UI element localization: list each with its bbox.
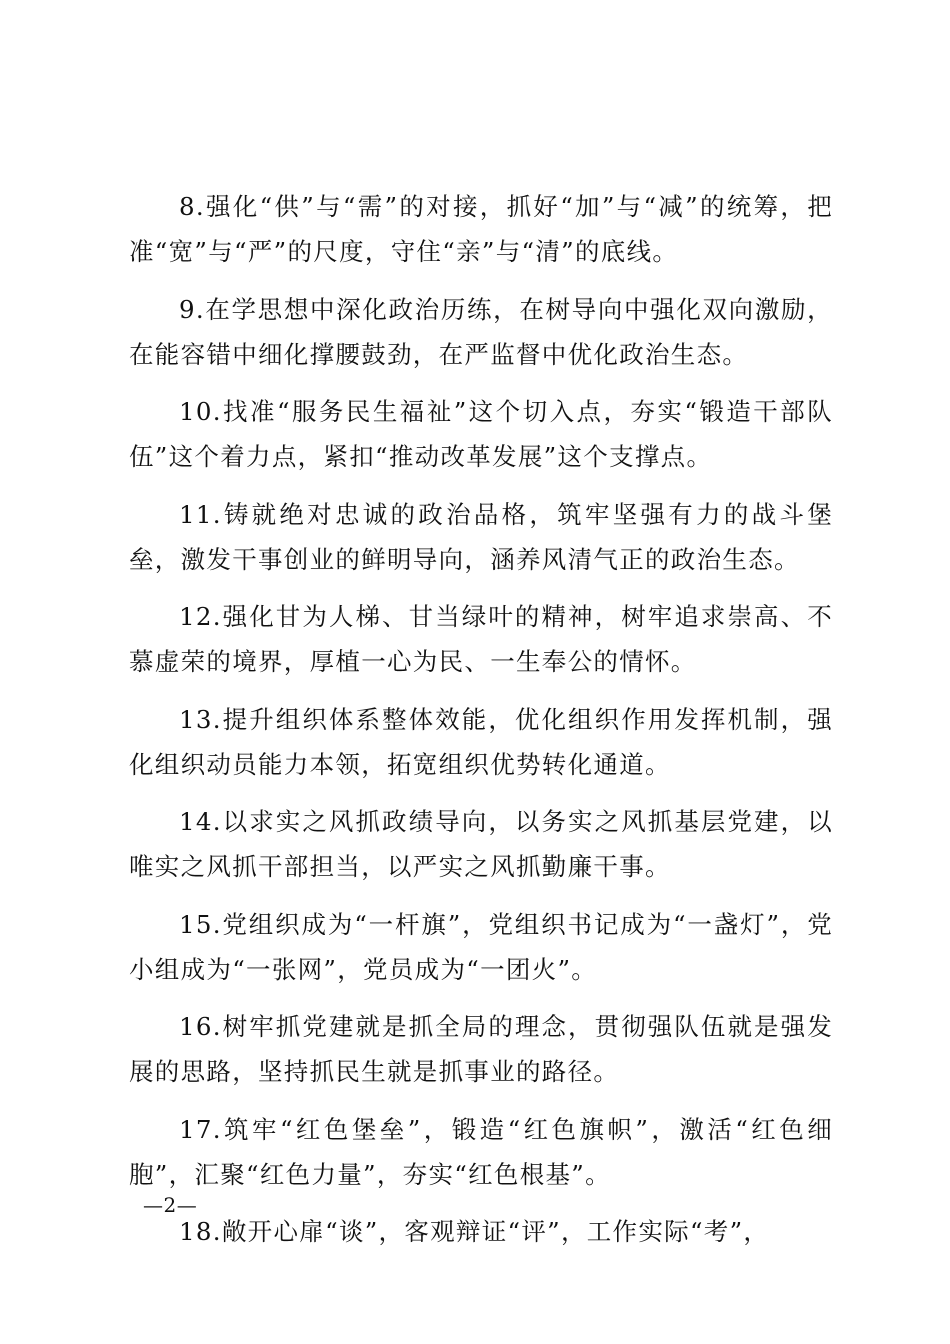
page-number: —2—	[143, 1193, 198, 1217]
document-body	[129, 184, 833, 1267]
paragraph-14: 14.以求实之风抓政绩导向，以务实之风抓基层党建，以唯实之风抓干部担当，以严实之风抓勤廉干事。	[129, 807, 833, 881]
paragraph-8: 8.强化“供”与“需”的对接，抓好“加”与“减”的统筹，把准“宽”与“严”的尺度，守住“亲”与“清”的底线。	[129, 192, 833, 266]
paragraph-16: 16.树牢抓党建就是抓全局的理念，贯彻强队伍就是强发展的思路，坚持抓民生就是抓事业的路径。	[129, 1012, 833, 1086]
paragraph-18: 18.敞开心扉“谈”，客观辩证“评”，工作实际“考”，	[179, 1217, 770, 1246]
paragraph-9: 9.在学思想中深化政治历练，在树导向中强化双向激励，在能容错中细化撑腰鼓劲，在严监督中优化政治生态。	[129, 294, 833, 369]
paragraph-12: 12.强化甘为人梯、甘当绿叶的精神，树牢追求崇高、不慕虚荣的境界，厚植一心为民、一生奉公的情怀。	[129, 602, 833, 676]
paragraph-17: 17.筑牢“红色堡垒”，锻造“红色旗帜”，激活“红色细胞”，汇聚“红色力量”，夯实“红色根基”。	[129, 1114, 833, 1189]
paragraph-10: 10.找准“服务民生福祉”这个切入点，夯实“锻造干部队伍”这个着力点，紧扣“推动改革发展”这个支撑点。	[129, 397, 833, 471]
paragraph-11: 11.铸就绝对忠诚的政治品格，筑牢坚强有力的战斗堡垒，激发干事创业的鲜明导向，涵养风清气正的政治生态。	[129, 499, 833, 574]
paragraph-13: 13.提升组织体系整体效能，优化组织作用发挥机制，强化组织动员能力本领，拓宽组织优势转化通道。	[129, 704, 833, 779]
paragraph-15: 15.党组织成为“一杆旗”，党组织书记成为“一盏灯”，党小组成为“一张网”，党员成为“一团火”。	[129, 909, 833, 984]
